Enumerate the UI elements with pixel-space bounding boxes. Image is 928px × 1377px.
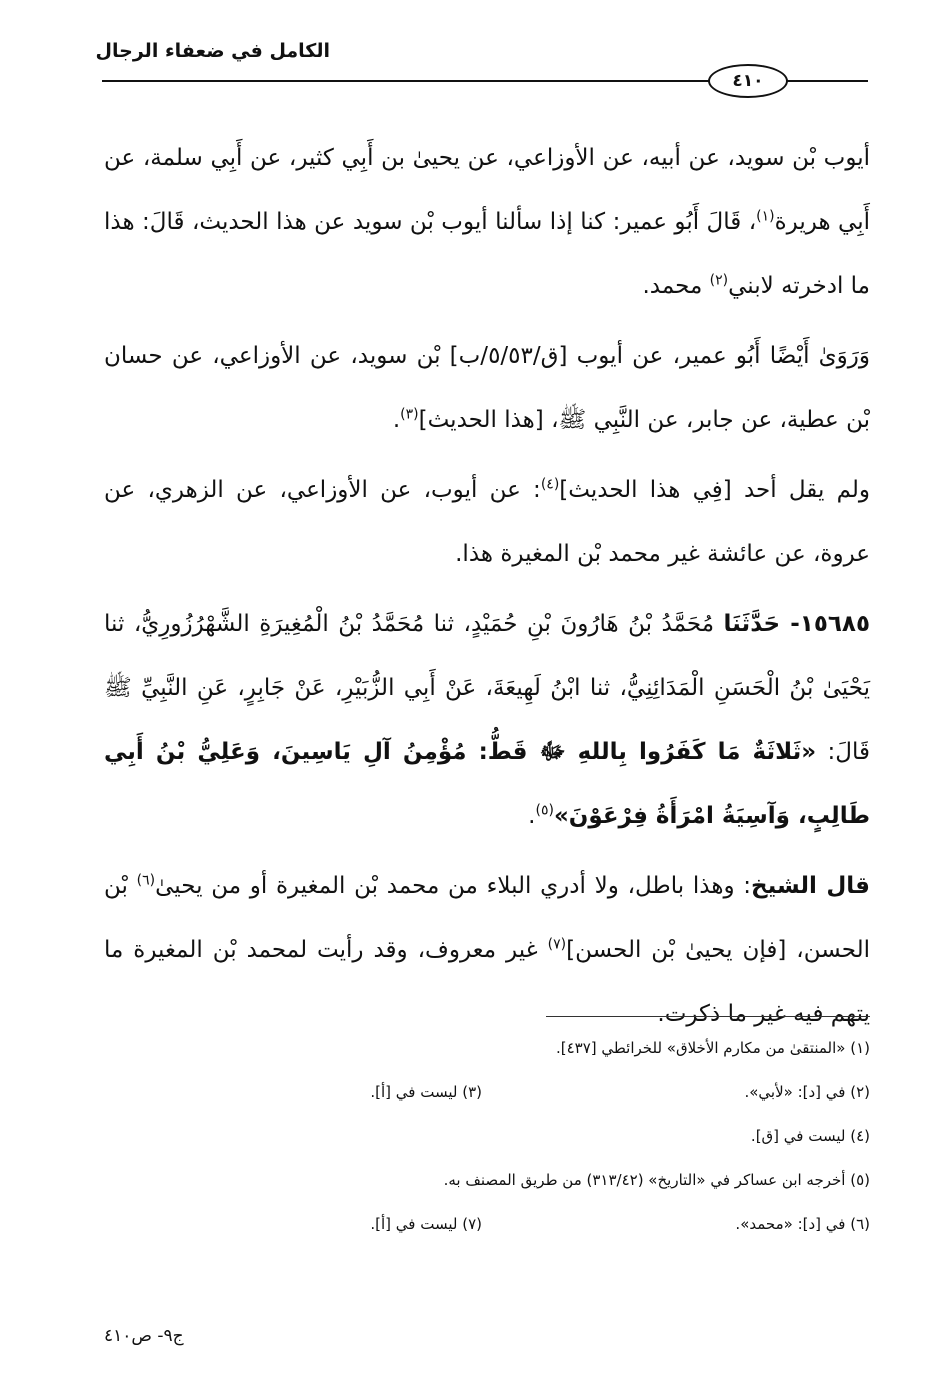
footnote-ref-2: (٢) [709,272,729,289]
footnote-4: (٤) ليست في [ق]. [750,1127,870,1145]
paragraph-3 [104,458,870,586]
main-text [104,126,870,1048]
footnote-3: (٣) ليست في [أ]. [370,1083,482,1101]
text-run: . [528,803,536,829]
footnotes [104,1026,870,1246]
hadith-paragraph [104,592,870,848]
footnote-row [104,1026,870,1070]
footnote-rule [546,1016,870,1017]
text-run: : وهذا باطل، ولا أدري البلاء من محمد بْن المغيرة أو من يحيىٰ [155,873,752,899]
footnote-5: (٥) أخرجه ابن عساكر في «التاريخ» (٣١٣/٤٢) من طريق المصنف به. [443,1171,870,1189]
running-header-title: الكامل في ضعفاء الرجال [95,40,330,62]
isnad-text: مُحَمَّدُ بْنُ هَارُونَ بْنِ حُمَيْدٍ، ثنا مُحَمَّدُ بْنُ الْمُغِيرَةِ الشَّهْرُزُورِيُّ، ثنا يَحْيَىٰ بْنُ الْحَسَنِ الْمَدَائِنِيُّ، ثنا ابْنُ لَهِيعَةَ، عَنْ أَبِي الزُّبَيْرِ، عَنْ جَابِرٍ، عَنِ النَّبِيِّ ﷺ قَالَ: [104,611,870,765]
footnote-ref-4: (٤) [540,476,560,493]
text-run: ، قَالَ أَبُو عمير: كنا إذا سألنا أيوب بْن سويد عن هذا الحديث، قَالَ: هذا ما ادخرته لابني [104,209,870,299]
paragraph-1 [104,126,870,318]
volume-page-reference: ج٩- ص٤١٠ [104,1326,184,1346]
footnote-2: (٢) في [د]: «لأبي». [744,1083,870,1101]
text-run: أيوب بْن سويد، عن أبيه، عن الأوزاعي، عن يحيىٰ بن أَبِي كثير، عن أَبِي سلمة، عن أَبِي هريرة [104,145,870,235]
footnote-ref-6: (٦) [136,872,156,889]
text-run: غير معروف، وقد رأيت لمحمد بْن المغيرة ما يتهم فيه غير ما ذكرت. [104,937,870,1027]
footnote-1: (١) «المنتقىٰ من مكارم الأخلاق» للخرائطي [٤٣٧]. [555,1039,870,1057]
paragraph-5 [104,854,870,1046]
hadith-matn: «ثَلاثَةٌ مَا كَفَرُوا بِاللهِ ﷻ قَطُّ: مُؤْمِنُ آلِ يَاسِينَ، وَعَلِيُّ بْنُ أَبِي طَالِبٍ، وَآسِيَةُ امْرَأَةُ فِرْعَوْنَ» [104,739,870,829]
hadith-number: ١٥٦٨٥- [780,611,870,637]
footnote-row [104,1202,870,1246]
footnote-ref-7: (٧) [547,936,567,953]
paragraph-2 [104,324,870,452]
footnote-6: (٦) في [د]: «محمد». [735,1215,870,1233]
text-run: ولم يقل أحد [فِي هذا الحديث] [559,477,870,503]
text-run: : عن أيوب، عن الأوزاعي، عن الزهري، عن عروة، عن عائشة غير محمد بْن المغيرة هذا. [104,477,870,567]
shaykh-label: قال الشيخ [751,873,870,899]
footnote-ref-3: (٣) [400,406,419,423]
footnote-row [104,1070,870,1114]
footnote-ref-1: (١) [756,208,775,225]
page-number-badge: ٤١٠ [708,64,788,98]
footnote-row [104,1114,870,1158]
footnote-7: (٧) ليست في [أ]. [370,1215,482,1233]
text-run: وَرَوَىٰ أَيْضًا أَبُو عمير، عن أيوب [ق/٥/٥٣/ب] بْن سويد، عن الأوزاعي، عن حسان بْن عطية، عن جابر، عن النَّبِي ﷺ، [هذا الحديث] [104,343,871,433]
footnote-row [104,1158,870,1202]
text-run: محمد. [642,273,710,299]
haddathana-word: حَدَّثَنَا [723,611,781,637]
footnote-ref-5: (٥) [535,802,554,819]
text-run: . [392,407,401,433]
text-run: بْن الحسن، [فإن يحيىٰ بْن الحسن] [104,873,870,963]
